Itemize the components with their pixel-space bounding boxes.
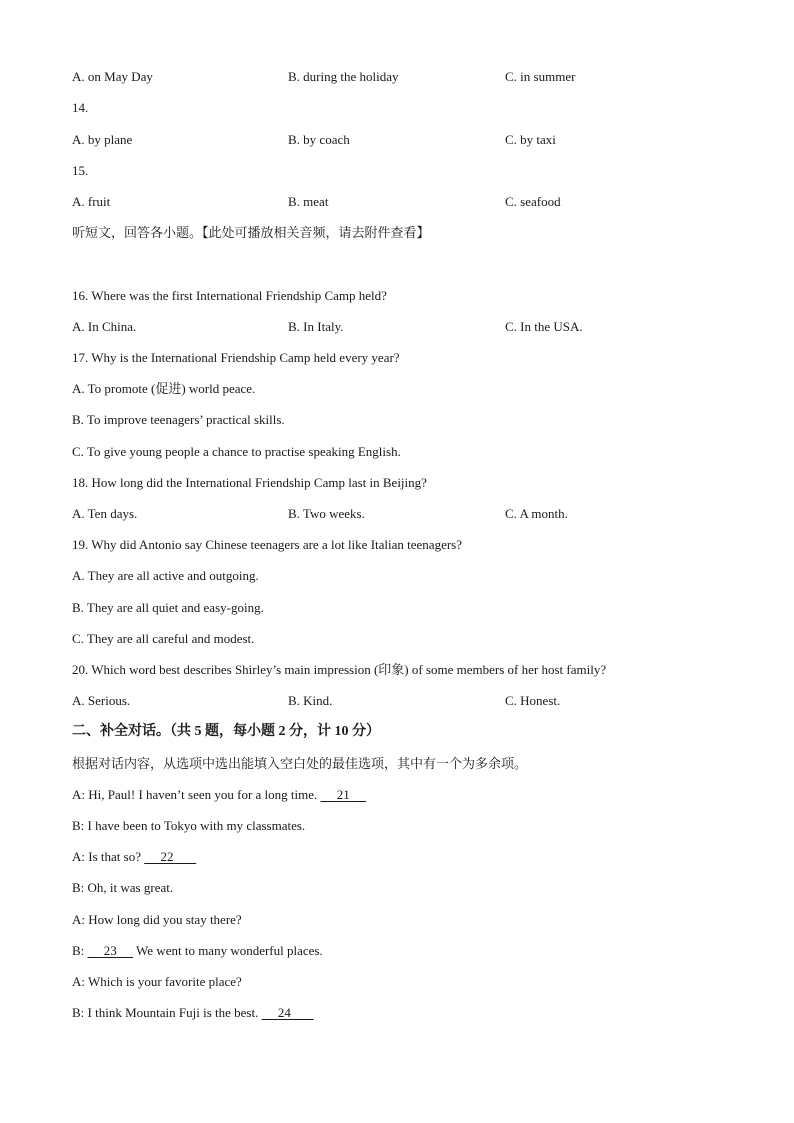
question-14-number: 14. [72, 100, 89, 115]
dialogue-text: A: Hi, Paul! I haven’t seen you for a long time. [72, 787, 321, 802]
q20-option-b: B. Kind. [288, 693, 333, 708]
dialogue-line-2: B: I have been to Tokyo with my classmates. [72, 818, 306, 833]
question-16: 16. Where was the first International Friendship Camp held? [72, 288, 387, 303]
question-18: 18. How long did the International Friendship Camp last in Beijing? [72, 475, 427, 490]
q16-option-a: A. In China. [72, 319, 137, 334]
q18-option-b: B. Two weeks. [288, 506, 365, 521]
q14-option-c: C. by taxi [505, 132, 556, 147]
blank-number: 22 [160, 849, 174, 864]
q19-option-c: C. They are all careful and modest. [72, 631, 255, 646]
blank-number: 21 [336, 787, 350, 802]
dialogue-text: We went to many wonderful places. [133, 943, 323, 958]
listening-instruction: 听短文，回答各小题。【此处可播放相关音频，请去附件查看】 [72, 225, 430, 240]
q13-option-a: A. on May Day [72, 69, 153, 84]
blank-24 [262, 1005, 314, 1021]
q20-option-a: A. Serious. [72, 693, 131, 708]
dialogue-text: A: Is that so? [72, 849, 145, 864]
q19-option-b: B. They are all quiet and easy-going. [72, 600, 264, 615]
q18-option-c: C. A month. [505, 506, 568, 521]
section-2-instruction: 根据对话内容，从选项中选出能填入空白处的最佳选项，其中有一个为多余项。 [72, 756, 528, 771]
blank-21 [321, 787, 367, 803]
question-15-number: 15. [72, 163, 89, 178]
q15-option-a: A. fruit [72, 194, 111, 209]
dialogue-text: B: [72, 943, 88, 958]
q13-option-c: C. in summer [505, 69, 576, 84]
q20-option-c: C. Honest. [505, 693, 561, 708]
q14-option-a: A. by plane [72, 132, 133, 147]
dialogue-line-1 [72, 787, 366, 803]
blank-number: 24 [277, 1005, 291, 1020]
q19-option-a: A. They are all active and outgoing. [72, 568, 259, 583]
dialogue-line-7: A: Which is your favorite place? [72, 974, 242, 989]
q17-option-b: B. To improve teenagers’ practical skills. [72, 412, 285, 427]
dialogue-line-8 [72, 1005, 314, 1021]
blank-number: 23 [103, 943, 117, 958]
blank-23 [88, 943, 134, 959]
question-19: 19. Why did Antonio say Chinese teenagers are a lot like Italian teenagers? [72, 537, 462, 552]
q16-option-b: B. In Italy. [288, 319, 344, 334]
q14-option-b: B. by coach [288, 132, 350, 147]
q13-option-b: B. during the holiday [288, 69, 399, 84]
q18-option-a: A. Ten days. [72, 506, 138, 521]
dialogue-line-4: B: Oh, it was great. [72, 880, 174, 895]
dialogue-line-3 [72, 849, 196, 865]
dialogue-line-5: A: How long did you stay there? [72, 912, 242, 927]
q16-option-c: C. In the USA. [505, 319, 583, 334]
dialogue-text: B: I think Mountain Fuji is the best. [72, 1005, 262, 1020]
question-20: 20. Which word best describes Shirley’s main impression (印象) of some members of her host family? [72, 662, 607, 677]
dialogue-line-6 [72, 943, 323, 959]
question-17: 17. Why is the International Friendship Camp held every year? [72, 350, 400, 365]
q17-option-a: A. To promote (促进) world peace. [72, 381, 256, 396]
q17-option-c: C. To give young people a chance to practise speaking English. [72, 444, 401, 459]
q15-option-b: B. meat [288, 194, 329, 209]
section-2-heading: 二、补全对话。（共 5 题，每小题 2 分，计 10 分） [72, 724, 380, 739]
blank-22 [144, 849, 196, 865]
q15-option-c: C. seafood [505, 194, 561, 209]
